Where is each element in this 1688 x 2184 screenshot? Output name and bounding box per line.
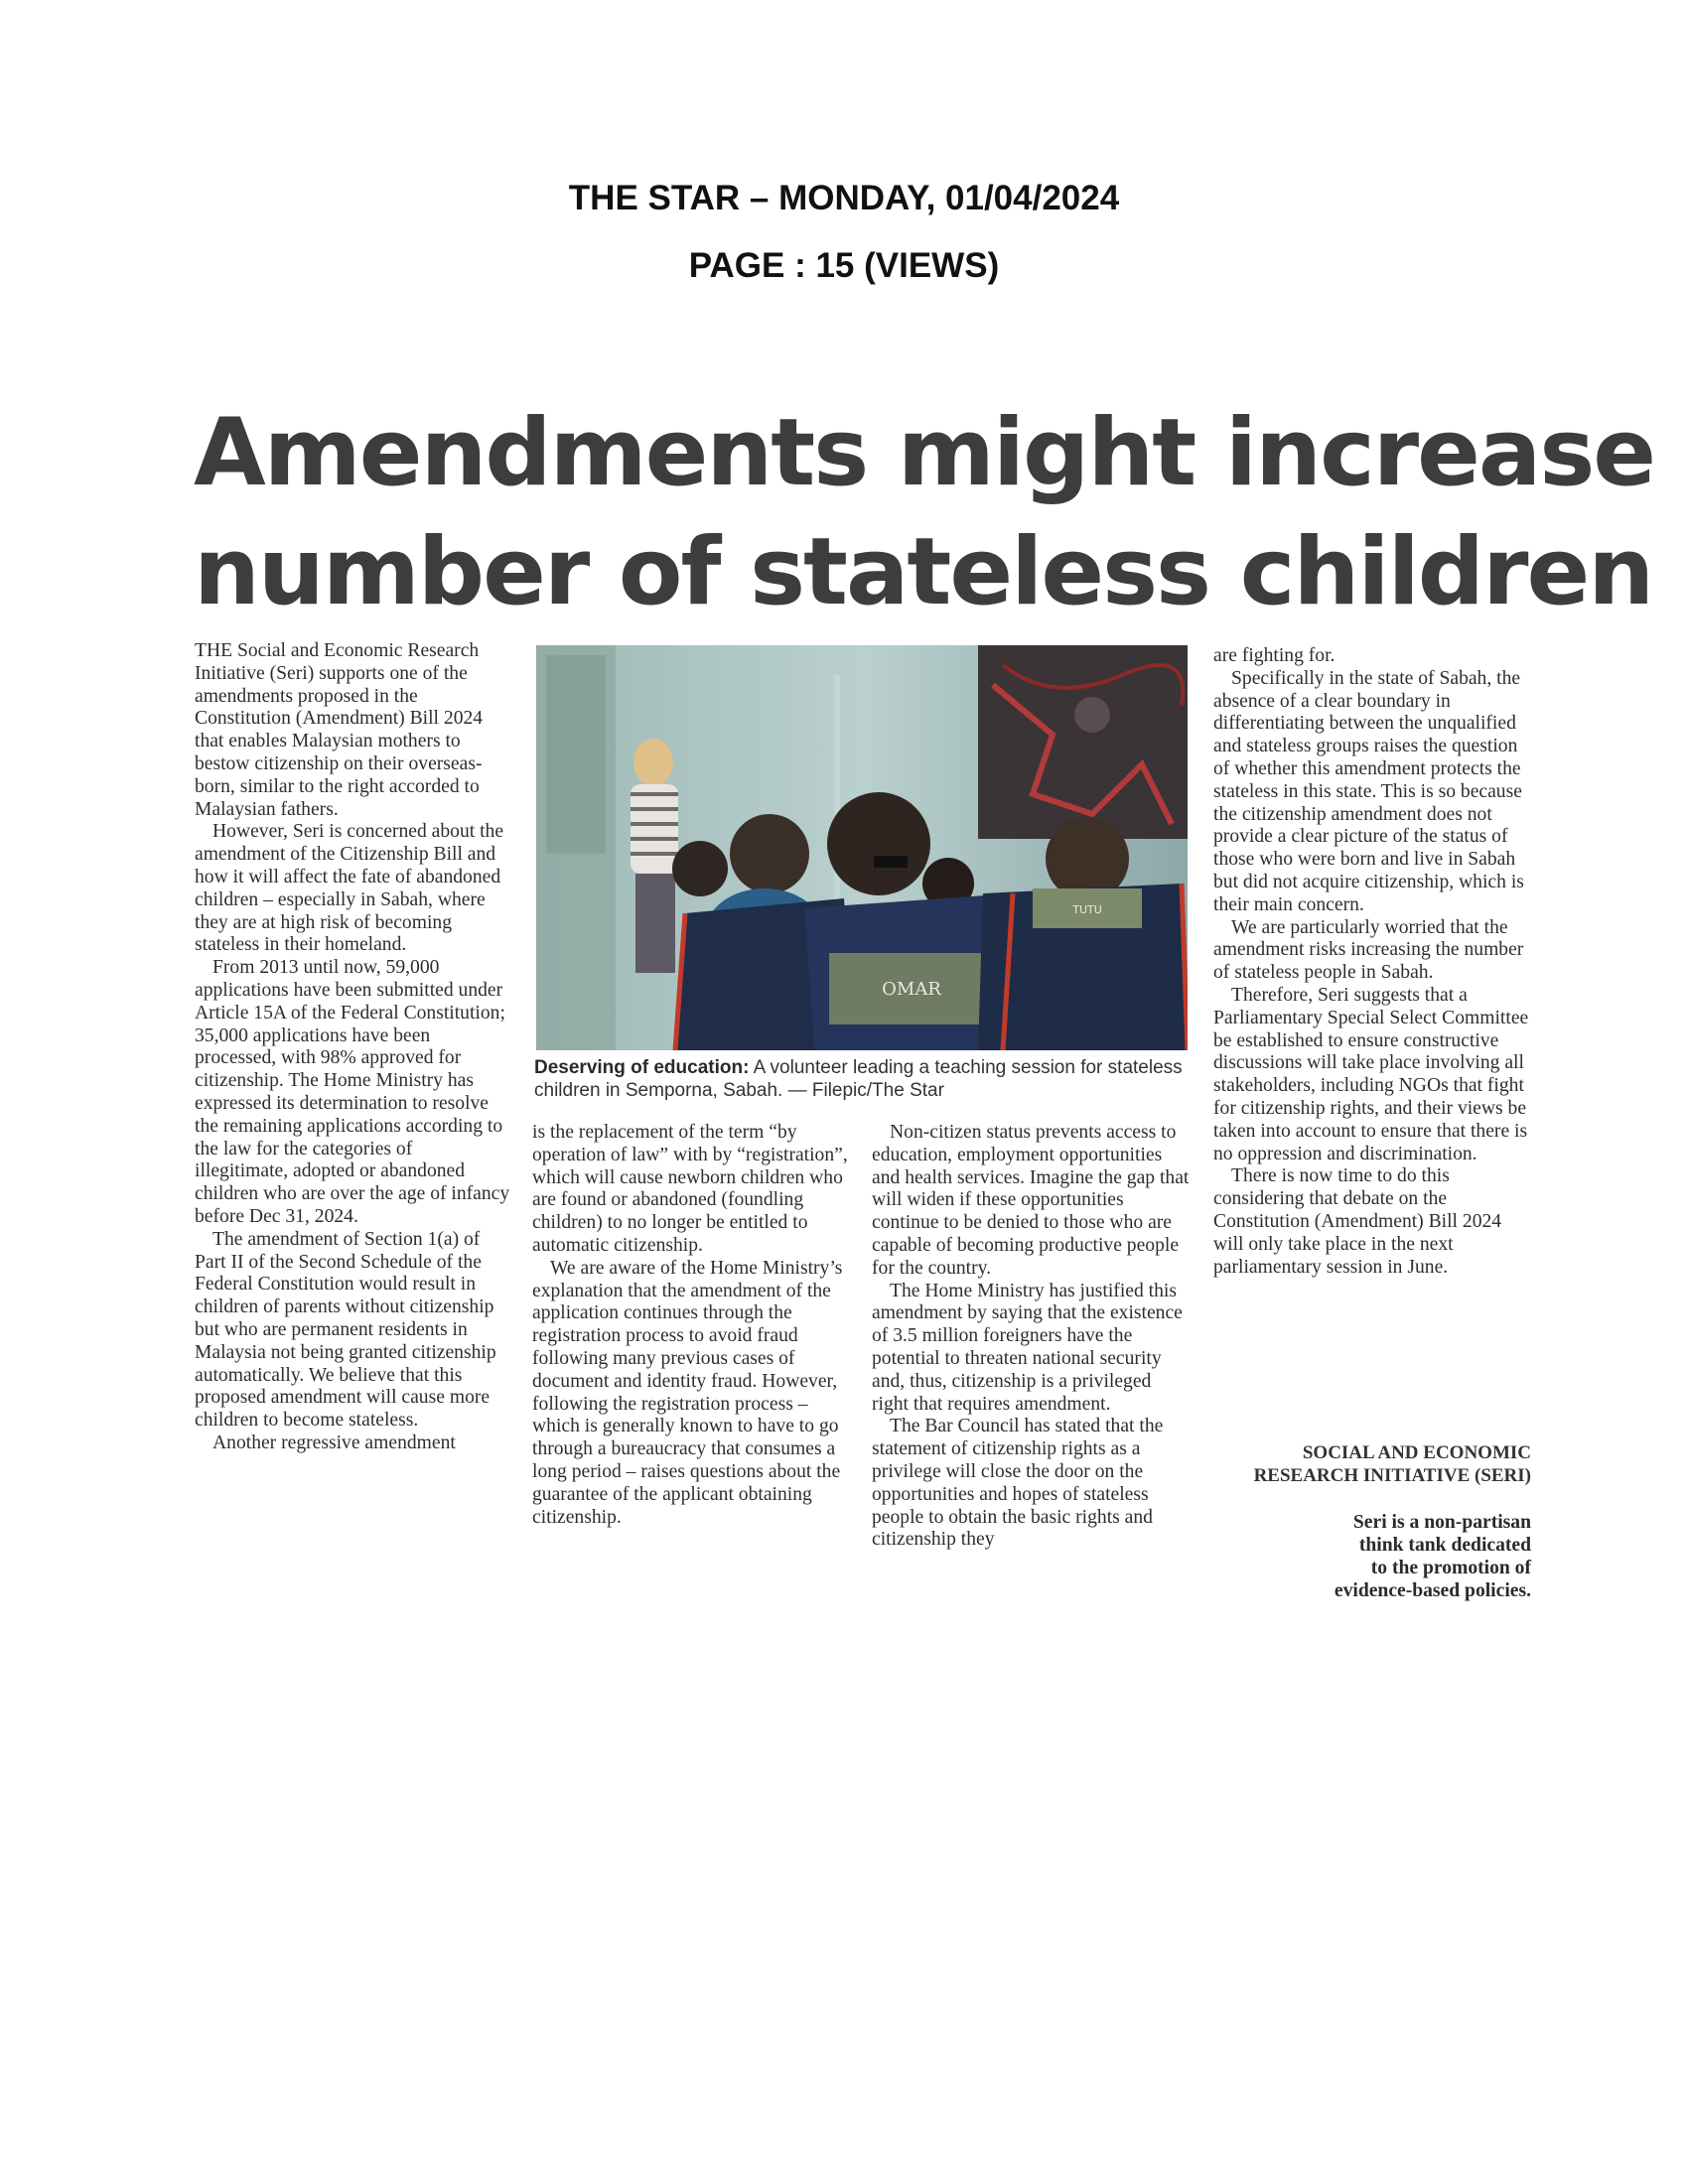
headline-line-1: Amendments might increase [194,399,1655,507]
author-description [1213,1511,1531,1602]
author-desc-line: to the promotion of [1370,1558,1531,1578]
paragraph: We are particularly worried that the amendment risks increasing the number of stateless people in Sabah. [1213,916,1524,984]
author-desc-line: think tank dedicated [1358,1535,1531,1556]
paragraph: From 2013 until now, 59,000 applications have been submitted under Article 15A of the Federal Constitution; 35,000 applications have been processed, with 98% approved for citizenship. The Home Ministry has expressed its determination to resolve the remaining applications according to the law for the categories of illegitimate, adopted or abandoned children who are over the age of infancy before Dec 31, 2024. [195,957,510,1227]
author-org-line: RESEARCH INITIATIVE (SERI) [1253,1465,1531,1486]
paragraph: There is now time to do this considering that debate on the Constitution (Amendment) Bill 2024 will only take place in the next parliamentary session in June. [1213,1165,1502,1278]
article-column-2 [532,1122,852,1529]
paragraph: However, Seri is concerned about the amendment of the Citizenship Bill and how it will affect the fate of abandoned children – especially in Sabah, where they are at high risk of becoming stateless in their homeland. [195,821,504,956]
paragraph: are fighting for. [1213,645,1336,666]
classroom-photo [536,645,1188,1050]
paragraph: The Bar Council has stated that the statement of citizenship rights as a privilege will close the door on the opportunities and hopes of stateless people to obtain the basic rights and citizenship they [872,1416,1164,1551]
chair-label-small: TUTU [1072,903,1102,916]
author-desc-line: Seri is a non-partisan [1352,1512,1531,1533]
paragraph: We are aware of the Home Ministry’s explanation that the amendment of the application continues through the registration process to avoid fraud following many previous cases of document and identity fraud. However, following the registration process – which is generally known to have to go through a bureaucracy that consumes a long period – raises questions about the guarantee of the applicant obtaining citizenship. [532,1257,843,1528]
chair-label: OMAR [882,979,941,1000]
paragraph: is the replacement of the term “by operation of law” with by “registration”, which will cause newborn children who are found or abandoned (foundling children) to no longer be entitled to automatic citizenship. [532,1122,848,1256]
headline-line-2: number of stateless children [194,518,1653,626]
article-column-3 [872,1122,1192,1552]
article-column-4 [1213,645,1531,1279]
paragraph: The Home Ministry has justified this amendment by saying that the existence of 3.5 million foreigners have the potential to threaten national security and, thus, citizenship is a privileged right that requires amendment. [872,1280,1183,1415]
classroom-photo-icon [536,645,1188,1050]
paragraph: The amendment of Section 1(a) of Part II of the Second Schedule of the Federal Constitution would result in children of parents without citizenship but who are permanent residents in Malaysia not being granted citizenship automatically. We believe that this proposed amendment will cause more children to become stateless. [195,1228,496,1432]
caption-lead: Deserving of education: [534,1057,750,1078]
paragraph: THE Social and Economic Research Initiative (Seri) supports one of the amendments proposed in the Constitution (Amendment) Bill 2024 that enables Malaysian mothers to bestow citizenship on their overseas-born, similar to the right accorded to Malaysian fathers. [195,640,484,820]
paragraph: Specifically in the state of Sabah, the absence of a clear boundary in differentiating between the unqualified and stateless groups raises the question of whether this amendment protects the stateless in this state. This is so because the citizenship amendment does not provide a clear picture of the status of those who were born and live in Sabah but did not acquire citizenship, which is their main concern. [1213,667,1524,915]
author-org-line: SOCIAL AND ECONOMIC [1302,1442,1531,1463]
masthead-page: PAGE : 15 (VIEWS) [688,246,1000,285]
article-column-1 [195,640,510,1455]
caption-text: A volunteer leading a teaching session for stateless children in Semporna, Sabah. — Filepic/The Star [534,1057,1183,1101]
photo-caption [534,1056,1192,1102]
masthead-date: THE STAR – MONDAY, 01/04/2024 [568,179,1120,217]
paragraph: Non-citizen status prevents access to education, employment opportunities and health services. Imagine the gap that will widen if these opportunities continue to be denied to those who are capable of becoming productive people for the country. [872,1122,1190,1279]
paragraph: Another regressive amendment [212,1432,456,1453]
author-desc-line: evidence-based policies. [1334,1580,1531,1601]
author-signature [1213,1441,1531,1487]
paragraph: Therefore, Seri suggests that a Parliamentary Special Select Committee be established to ensure constructive discussions will take place involving all stakeholders, including NGOs that fight for citizenship rights, and their views be taken into account to ensure that there is no oppression and discrimination. [1213,984,1529,1164]
